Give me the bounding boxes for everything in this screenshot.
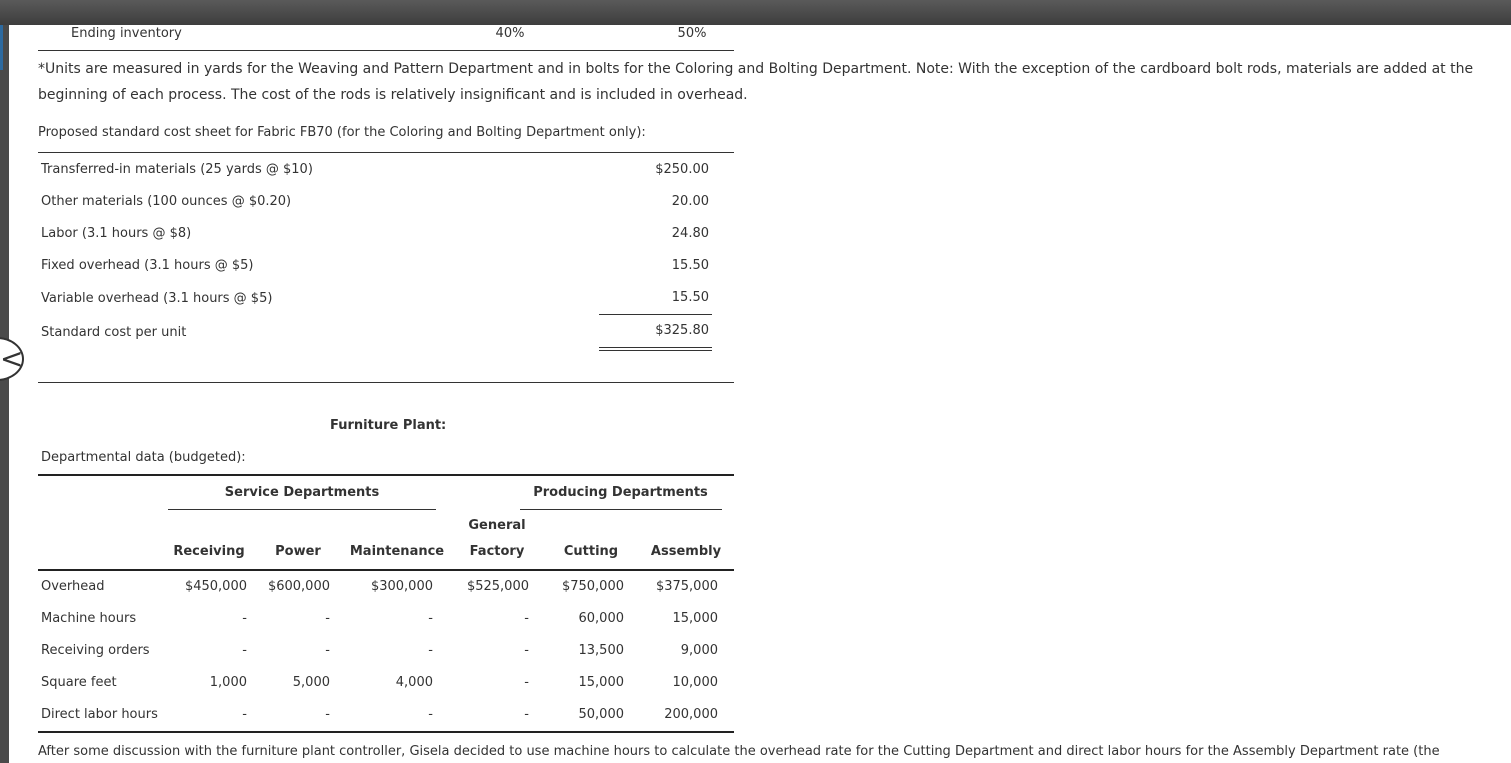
dept-cell: $600,000: [267, 579, 330, 594]
dept-cell: -: [428, 707, 433, 722]
standard-cost-label: Standard cost per unit: [41, 325, 187, 340]
dept-cell: 4,000: [395, 675, 433, 690]
dept-cell: -: [524, 675, 529, 690]
dept-cell: 200,000: [664, 707, 718, 722]
dept-row-label: Machine hours: [41, 611, 137, 626]
col-header-assembly: Assembly: [650, 544, 722, 559]
previous-page-button[interactable]: [0, 337, 24, 381]
sidebar-accent: [0, 25, 3, 70]
col-header-cutting: Cutting: [563, 544, 619, 559]
dept-row-label: Overhead: [41, 579, 105, 594]
dept-cell: -: [325, 611, 330, 626]
dept-cell: 50,000: [578, 707, 624, 722]
dept-cell: -: [325, 707, 330, 722]
dept-cell: -: [428, 611, 433, 626]
dept-cell: 13,500: [578, 643, 624, 658]
left-sidebar-strip: [0, 25, 9, 763]
cost-row-value: 24.80: [671, 226, 709, 241]
dept-cell: -: [524, 611, 529, 626]
dept-cell: -: [242, 643, 247, 658]
dept-cell: -: [325, 643, 330, 658]
dept-cell: 15,000: [672, 611, 718, 626]
cost-sheet-top-rule: [38, 152, 734, 153]
dept-cell: $525,000: [466, 579, 529, 594]
dept-cell: $750,000: [561, 579, 624, 594]
furniture-plant-title: Furniture Plant:: [330, 418, 447, 433]
dept-cell: 9,000: [680, 643, 718, 658]
total-double-rule-1: [599, 347, 712, 348]
cost-row-label: Variable overhead (3.1 hours @ $5): [41, 291, 273, 306]
dept-table-bottom-rule: [38, 731, 734, 733]
cost-row-value: $250.00: [655, 162, 709, 177]
dept-row-label: Receiving orders: [41, 643, 150, 658]
cost-row-value: 15.50: [671, 258, 709, 273]
dept-cell: -: [524, 643, 529, 658]
dept-cell: -: [242, 707, 247, 722]
subtotal-rule: [599, 314, 712, 315]
standard-cost-value: $325.80: [655, 323, 709, 338]
col-header-power: Power: [275, 544, 321, 559]
ending-inventory-col1: 40%: [495, 26, 525, 41]
service-departments-header: Service Departments: [224, 485, 380, 500]
dept-row-label: Direct labor hours: [41, 707, 158, 722]
col-header-general-line2: Factory: [469, 544, 525, 559]
cost-row-label: Fixed overhead (3.1 hours @ $5): [41, 258, 254, 273]
dept-cell: $300,000: [370, 579, 433, 594]
col-header-receiving: Receiving: [173, 544, 245, 559]
window-top-bar: [0, 0, 1511, 25]
cost-sheet-title: Proposed standard cost sheet for Fabric FB70 (for the Coloring and Bolting Department only):: [38, 125, 646, 140]
dept-cell: 10,000: [672, 675, 718, 690]
departmental-data-label: Departmental data (budgeted):: [41, 450, 246, 465]
cost-sheet-bottom-rule: [38, 382, 734, 383]
producing-departments-header: Producing Departments: [533, 485, 708, 500]
dept-table-top-rule: [38, 474, 734, 476]
col-header-general-line1: General: [468, 518, 526, 533]
units-note-line2: beginning of each process. The cost of the rods is relatively insignificant and is included in overhead.: [38, 87, 748, 103]
footer-paragraph: After some discussion with the furniture plant controller, Gisela decided to use machine hours to calculate the overhead rate for the Cutting Department and direct labor hours for the Assembly Department rate (the: [38, 744, 1440, 759]
dept-cell: 1,000: [209, 675, 247, 690]
col-header-maintenance: Maintenance: [349, 544, 445, 559]
chevron-left-icon: <: [0, 342, 24, 375]
ending-inventory-col2: 50%: [677, 26, 707, 41]
cost-row-label: Transferred-in materials (25 yards @ $10): [41, 162, 313, 177]
dept-header-rule: [38, 569, 734, 571]
dept-cell: -: [242, 611, 247, 626]
dept-cell: -: [428, 643, 433, 658]
dept-cell: 5,000: [292, 675, 330, 690]
producing-header-rule: [520, 509, 722, 510]
service-header-rule: [168, 509, 436, 510]
ending-inventory-label: Ending inventory: [71, 26, 182, 41]
dept-cell: 60,000: [578, 611, 624, 626]
dept-cell: $450,000: [184, 579, 247, 594]
cost-row-value: 15.50: [671, 290, 709, 305]
dept-cell: $375,000: [655, 579, 718, 594]
cost-row-label: Labor (3.1 hours @ $8): [41, 226, 192, 241]
total-double-rule-2: [599, 350, 712, 351]
cost-row-value: 20.00: [671, 194, 709, 209]
table-bottom-rule: [38, 50, 734, 51]
cost-row-label: Other materials (100 ounces @ $0.20): [41, 194, 292, 209]
dept-cell: 15,000: [578, 675, 624, 690]
dept-cell: -: [524, 707, 529, 722]
dept-row-label: Square feet: [41, 675, 117, 690]
units-note-line1: *Units are measured in yards for the Weaving and Pattern Department and in bolts for the Coloring and Bolting Department. Note: With the exception of the cardboard bolt rods, materials are added at the: [38, 61, 1474, 77]
